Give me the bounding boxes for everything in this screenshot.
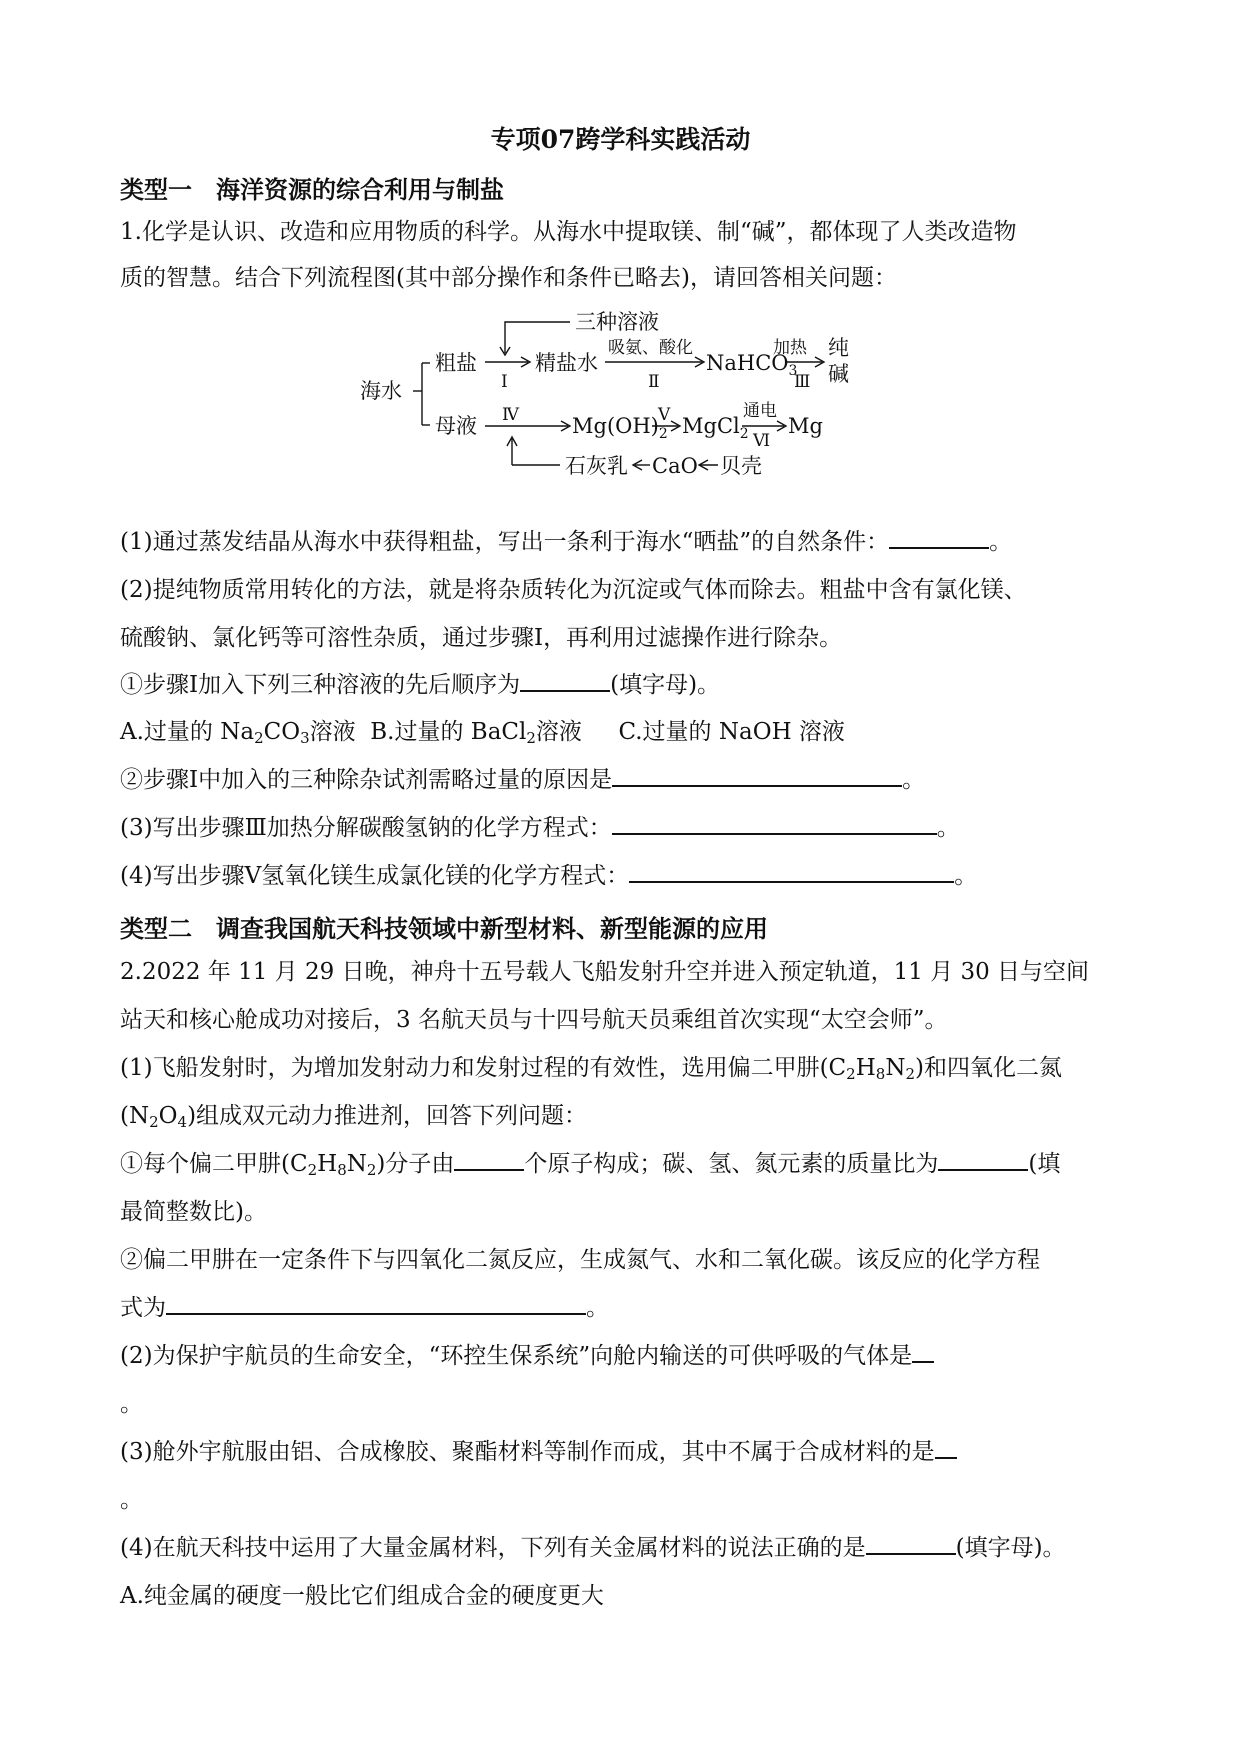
q2-part-3-line-2: 。 [120,1487,143,1513]
answer-blank[interactable] [629,861,954,883]
flow-mg: Mg [788,414,823,438]
q2-part-2-line-1: (2)为保护宇航员的生命安全，“环控生保系统”向舱内输送的可供呼吸的气体是 [120,1341,934,1371]
flow-three-solutions: 三种溶液 [575,310,659,334]
q1-part-2-line-1: (2)提纯物质常用转化的方法，就是将杂质转化为沉淀或气体而除去。粗盐中含有氯化镁、 [120,577,1027,603]
section-heading-2: 类型二 调查我国航天科技领域中新型材料、新型能源的应用 [120,914,768,943]
q2-part-1-2-line-1: ②偏二甲肼在一定条件下与四氧化二氮反应，生成氮气、水和二氧化碳。该反应的化学方程 [120,1247,1040,1273]
flow-brine: 精盐水 [535,351,598,375]
flow-absorb-acidify: 吸氨、酸化 [608,338,693,358]
flow-step-4: Ⅳ [502,405,519,425]
q1-part-2-line-2: 硫酸钠、氯化钙等可溶性杂质，通过步骤Ⅰ，再利用过滤操作进行除杂。 [120,625,843,651]
q1-intro-line-1: 1.化学是认识、改造和应用物质的科学。从海水中提取镁、制“碱”，都体现了人类改造物 [120,219,1017,245]
q1-part-2-1: ①步骤Ⅰ加入下列三种溶液的先后顺序为 (填字母)。 [120,672,721,698]
flow-step-1: Ⅰ [501,372,508,392]
flow-step-6: Ⅵ [753,431,771,451]
answer-blank[interactable] [935,1437,957,1459]
q1-part-4: (4)写出步骤Ⅴ氢氧化镁生成氯化镁的化学方程式： 。 [120,863,978,889]
answer-blank[interactable] [866,1533,956,1555]
flow-nahco3: NaHCO$_3$ [706,351,798,379]
answer-blank[interactable] [454,1149,524,1171]
flow-electrolysis: 通电 [743,401,777,421]
q2-part-1-1-line-2: 最简整数比)。 [120,1199,267,1225]
answer-blank[interactable] [889,527,989,549]
q1-options [120,717,845,753]
option-a: A.过量的 $Na_2CO_3$溶液 [120,719,356,747]
page-title: 专项07跨学科实践活动 [490,125,751,154]
q2-part-4: (4)在航天科技中运用了大量金属材料，下列有关金属材料的说法正确的是 (填字母)。 [120,1535,1066,1561]
answer-blank[interactable] [912,1341,934,1363]
answer-blank[interactable] [612,765,902,787]
option-c: C.过量的 NaOH 溶液 [618,719,845,745]
flow-diagram [350,305,910,485]
flow-step-5: Ⅴ [658,405,671,425]
answer-blank[interactable] [938,1149,1028,1171]
q2-part-1-1: ①每个偏二甲肼$(C_2H_8N_2)$分子由 个原子构成；碳、氢、氮元素的质量比为 (填 [120,1151,1061,1179]
flow-cao: CaO [652,454,698,478]
section-heading-1: 类型一 海洋资源的综合利用与制盐 [120,175,504,204]
flow-mgoh2: $Mg(OH)_2$ [572,414,668,442]
answer-blank[interactable] [166,1293,586,1315]
flow-step-3: Ⅲ [794,372,811,392]
answer-blank[interactable] [612,813,937,835]
flow-seawater: 海水 [360,379,402,403]
q2-part-1-2-line-2: 式为 。 [120,1295,609,1321]
flow-pure-soda-1: 纯 [828,336,849,360]
option-b: B.过量的 BaCl$_2$溶液 [370,719,582,747]
answer-blank[interactable] [520,670,610,692]
q2-intro-line-2: 站天和核心舱成功对接后，3 名航天员与十四号航天员乘组首次实现“太空会师”。 [120,1007,948,1033]
flow-step-2: Ⅱ [648,372,660,392]
flow-mgcl2: MgCl$_2$ [682,414,749,442]
q1-part-3: (3)写出步骤Ⅲ加热分解碳酸氢钠的化学方程式： 。 [120,815,960,841]
q2-intro-line-1: 2.2022 年 11 月 29 日晚，神舟十五号载人飞船发射升空并进入预定轨道，11 月 30 日与空间 [120,959,1090,985]
q2-part-1-line-1: (1)飞船发射时，为增加发射动力和发射过程的有效性，选用偏二甲肼$(C_2H_8N_2)$和四氧化二氮 [120,1055,1062,1083]
q2-option-a: A.纯金属的硬度一般比它们组成合金的硬度更大 [120,1583,604,1609]
flow-mother-liquor: 母液 [435,414,477,438]
q2-part-2-line-2: 。 [120,1391,143,1417]
flow-pure-soda-2: 碱 [828,362,849,386]
q2-part-1-line-2: $(N_2O_4)$组成双元动力推进剂，回答下列问题： [120,1103,588,1131]
flow-heat: 加热 [773,338,807,358]
q1-part-1: (1)通过蒸发结晶从海水中获得粗盐，写出一条利于海水“晒盐”的自然条件： 。 [120,529,1013,555]
flow-shell: 贝壳 [720,454,762,478]
flow-lime-milk: 石灰乳 [565,454,628,478]
flow-crude-salt: 粗盐 [435,351,477,375]
q1-part-2-2: ②步骤Ⅰ中加入的三种除杂试剂需略过量的原因是 。 [120,767,926,793]
q1-intro-line-2: 质的智慧。结合下列流程图(其中部分操作和条件已略去)，请回答相关问题： [120,265,897,291]
q2-part-3-line-1: (3)舱外宇航服由铝、合成橡胶、聚酯材料等制作而成，其中不属于合成材料的是 [120,1437,957,1467]
